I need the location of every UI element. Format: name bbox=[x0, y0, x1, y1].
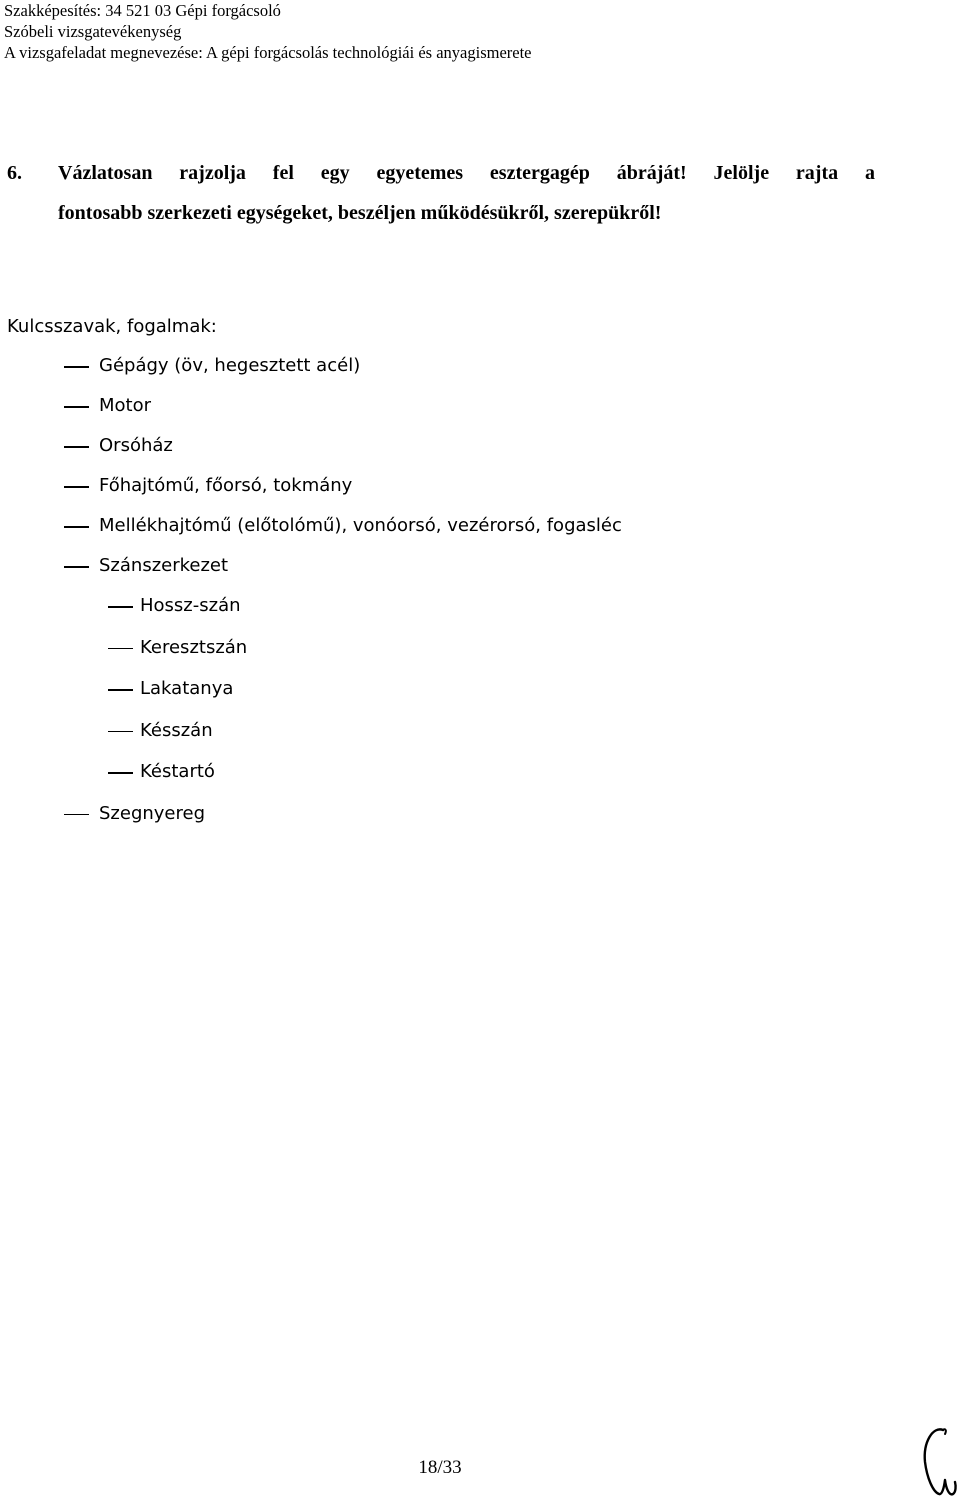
sub-list-item: Késtartó bbox=[0, 755, 622, 797]
question-word: esztergagép bbox=[489, 162, 590, 184]
dash-bullet-icon bbox=[64, 406, 89, 408]
dash-bullet-icon bbox=[64, 366, 89, 368]
handwritten-initial-icon bbox=[915, 1420, 960, 1500]
question-word: a bbox=[864, 162, 875, 184]
question-line-1 bbox=[7, 153, 875, 193]
document-header bbox=[4, 0, 532, 63]
question-number: 6. bbox=[7, 162, 22, 184]
dash-bullet-icon bbox=[108, 606, 133, 608]
list-item: Mellékhajtómű (előtolómű), vonóorsó, vezérorsó, fogasléc bbox=[0, 509, 622, 549]
header-qualification: Szakképesítés: 34 521 03 Gépi forgácsoló bbox=[4, 1, 281, 20]
sub-list-item: Lakatanya bbox=[0, 672, 622, 714]
question-word: ábráját! bbox=[616, 162, 687, 184]
dash-bullet-icon bbox=[64, 814, 89, 816]
question-word: rajzolja bbox=[179, 162, 246, 184]
list-item: Főhajtómű, főorsó, tokmány bbox=[0, 469, 622, 509]
keywords-title: Kulcsszavak, fogalmak: bbox=[7, 316, 217, 337]
header-task-name: A vizsgafeladat megnevezése: A gépi forgácsolás technológiái és anyagismerete bbox=[4, 43, 532, 62]
dash-bullet-icon bbox=[64, 446, 89, 448]
dash-bullet-icon bbox=[64, 486, 89, 488]
question-block bbox=[7, 153, 875, 233]
question-word: egyetemes bbox=[376, 162, 464, 184]
dash-bullet-icon bbox=[64, 526, 89, 528]
dash-bullet-icon bbox=[108, 731, 133, 733]
list-item: Orsóház bbox=[0, 429, 622, 469]
list-item: Szegnyereg bbox=[0, 797, 622, 837]
header-exam-activity: Szóbeli vizsgatevékenység bbox=[4, 22, 182, 41]
question-word: rajta bbox=[795, 162, 839, 184]
sub-list-item: Késszán bbox=[0, 714, 622, 756]
question-word: egy bbox=[320, 162, 350, 184]
sub-list-item: Hossz-szán bbox=[0, 589, 622, 631]
question-word: Jelölje bbox=[713, 162, 770, 184]
question-line-2: fontosabb szerkezeti egységeket, beszéljen működésükről, szerepükről! bbox=[58, 202, 662, 224]
sub-list-item: Keresztszán bbox=[0, 631, 622, 673]
dash-bullet-icon bbox=[108, 648, 133, 650]
list-item: Motor bbox=[0, 389, 622, 429]
list-item: Gépágy (öv, hegesztett acél) bbox=[0, 349, 622, 389]
dash-bullet-icon bbox=[108, 689, 133, 691]
dash-bullet-icon bbox=[108, 772, 133, 774]
question-word: 6. Vázlatosan bbox=[7, 153, 152, 193]
page-number: 18/33 bbox=[418, 1457, 462, 1478]
keywords-list bbox=[0, 349, 622, 837]
question-word: fel bbox=[272, 162, 294, 184]
list-item: Szánszerkezet bbox=[0, 549, 622, 589]
dash-bullet-icon bbox=[64, 566, 89, 568]
